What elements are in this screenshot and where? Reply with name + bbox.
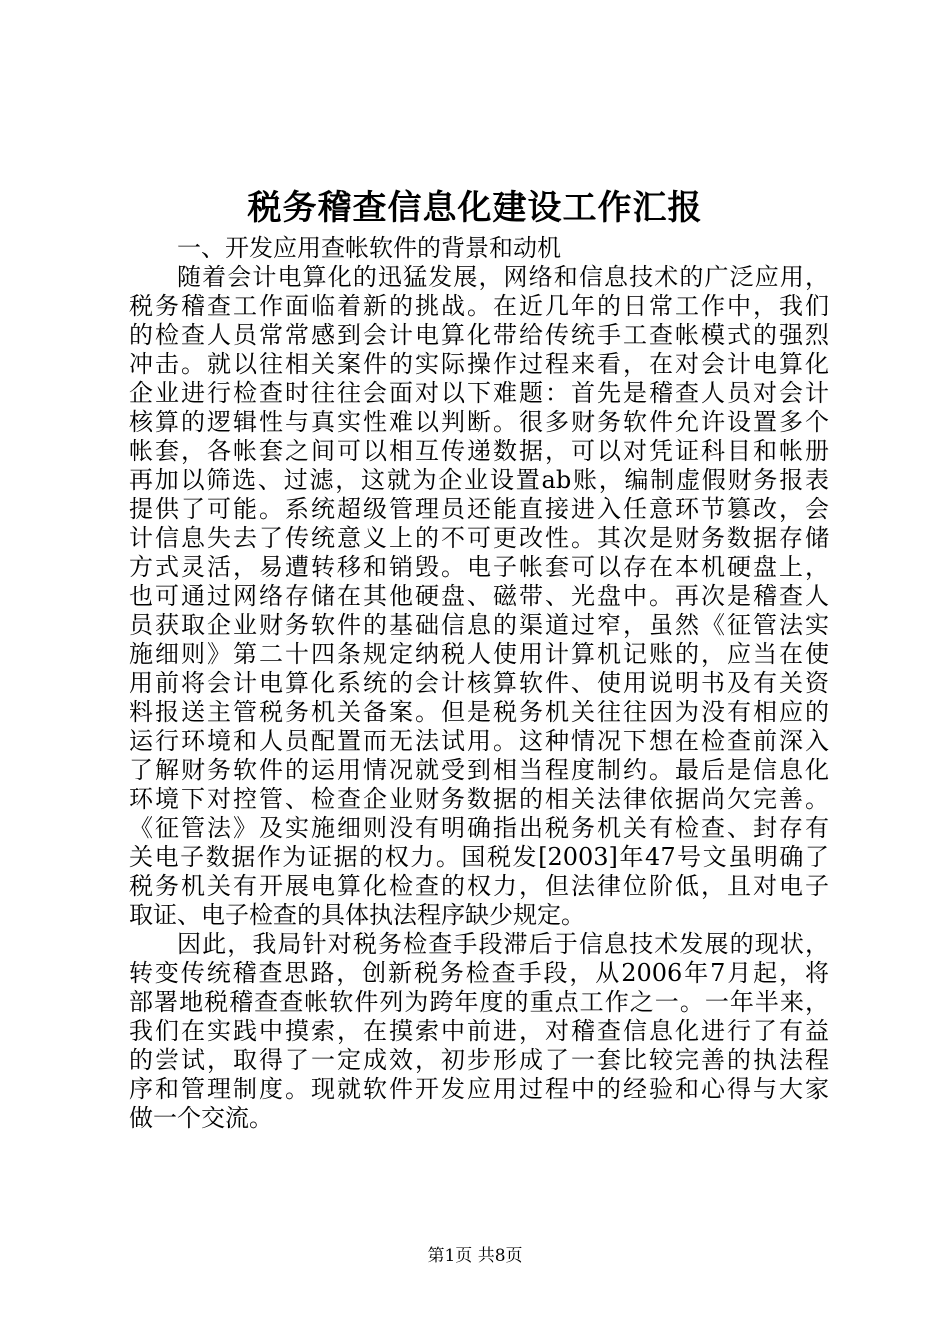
document-title: 税务稽查信息化建设工作汇报 bbox=[247, 188, 703, 228]
paragraph-line: 我们在实践中摸索，在摸索中前进，对稽查信息化进行了有益 bbox=[129, 1017, 829, 1045]
paragraph-line: 因此，我局针对税务检查手段滞后于信息技术发展的现状， bbox=[177, 930, 829, 958]
paragraph-line: 提供了可能。系统超级管理员还能直接进入任意环节篡改，会 bbox=[129, 495, 829, 523]
paragraph-line: 帐套，各帐套之间可以相互传递数据，可以对凭证科目和帐册 bbox=[129, 437, 829, 465]
paragraph-line: 核算的逻辑性与真实性难以判断。很多财务软件允许设置多个 bbox=[129, 408, 829, 436]
paragraph-line: 环境下对控管、检查企业财务数据的相关法律依据尚欠完善。 bbox=[129, 785, 829, 813]
paragraph-line: 的尝试，取得了一定成效，初步形成了一套比较完善的执法程 bbox=[129, 1046, 829, 1074]
paragraph-line: 税务稽查工作面临着新的挑战。在近几年的日常工作中，我们 bbox=[129, 292, 829, 320]
paragraph-line: 税务机关有开展电算化检查的权力，但法律位阶低，且对电子 bbox=[129, 872, 829, 900]
paragraph-line: 《征管法》及实施细则没有明确指出税务机关有检查、封存有 bbox=[129, 814, 829, 842]
paragraph-line: 再加以筛选、过滤，这就为企业设置ab账，编制虚假财务报表 bbox=[129, 466, 829, 494]
paragraph-line: 方式灵活，易遭转移和销毁。电子帐套可以存在本机硬盘上， bbox=[129, 553, 829, 581]
paragraph-line: 企业进行检查时往往会面对以下难题：首先是稽查人员对会计 bbox=[129, 379, 829, 407]
paragraph-line: 部署地税稽查查帐软件列为跨年度的重点工作之一。一年半来， bbox=[129, 988, 829, 1016]
section-heading: 一、开发应用查帐软件的背景和动机 bbox=[177, 234, 561, 262]
paragraph-line: 序和管理制度。现就软件开发应用过程中的经验和心得与大家 bbox=[129, 1075, 829, 1103]
paragraph-2 bbox=[129, 930, 829, 1133]
paragraph-line: 了解财务软件的运用情况就受到相当程度制约。最后是信息化 bbox=[129, 756, 829, 784]
paragraph-1 bbox=[129, 263, 829, 930]
document-body bbox=[129, 234, 829, 1133]
paragraph-line: 用前将会计电算化系统的会计核算软件、使用说明书及有关资 bbox=[129, 669, 829, 697]
paragraph-line: 随着会计电算化的迅猛发展，网络和信息技术的广泛应用， bbox=[177, 263, 829, 291]
paragraph-line: 取证、电子检查的具体执法程序缺少规定。 bbox=[129, 901, 585, 929]
paragraph-line: 做一个交流。 bbox=[129, 1104, 273, 1132]
paragraph-line: 关电子数据作为证据的权力。国税发[2003]年47号文虽明确了 bbox=[129, 843, 829, 871]
page-footer: 第1页 共8页 bbox=[427, 1246, 523, 1266]
paragraph-line: 料报送主管税务机关备案。但是税务机关往往因为没有相应的 bbox=[129, 698, 829, 726]
paragraph-line: 员获取企业财务软件的基础信息的渠道过窄，虽然《征管法实 bbox=[129, 611, 829, 639]
paragraph-line: 计信息失去了传统意义上的不可更改性。其次是财务数据存储 bbox=[129, 524, 829, 552]
paragraph-line: 的检查人员常常感到会计电算化带给传统手工查帐模式的强烈 bbox=[129, 321, 829, 349]
paragraph-line: 施细则》第二十四条规定纳税人使用计算机记账的，应当在使 bbox=[129, 640, 829, 668]
paragraph-line: 冲击。就以往相关案件的实际操作过程来看，在对会计电算化 bbox=[129, 350, 829, 378]
paragraph-line: 转变传统稽查思路，创新税务检查手段，从2006年7月起，将 bbox=[129, 959, 829, 987]
paragraph-line: 运行环境和人员配置而无法试用。这种情况下想在检查前深入 bbox=[129, 727, 829, 755]
paragraph-line: 也可通过网络存储在其他硬盘、磁带、光盘中。再次是稽查人 bbox=[129, 582, 829, 610]
